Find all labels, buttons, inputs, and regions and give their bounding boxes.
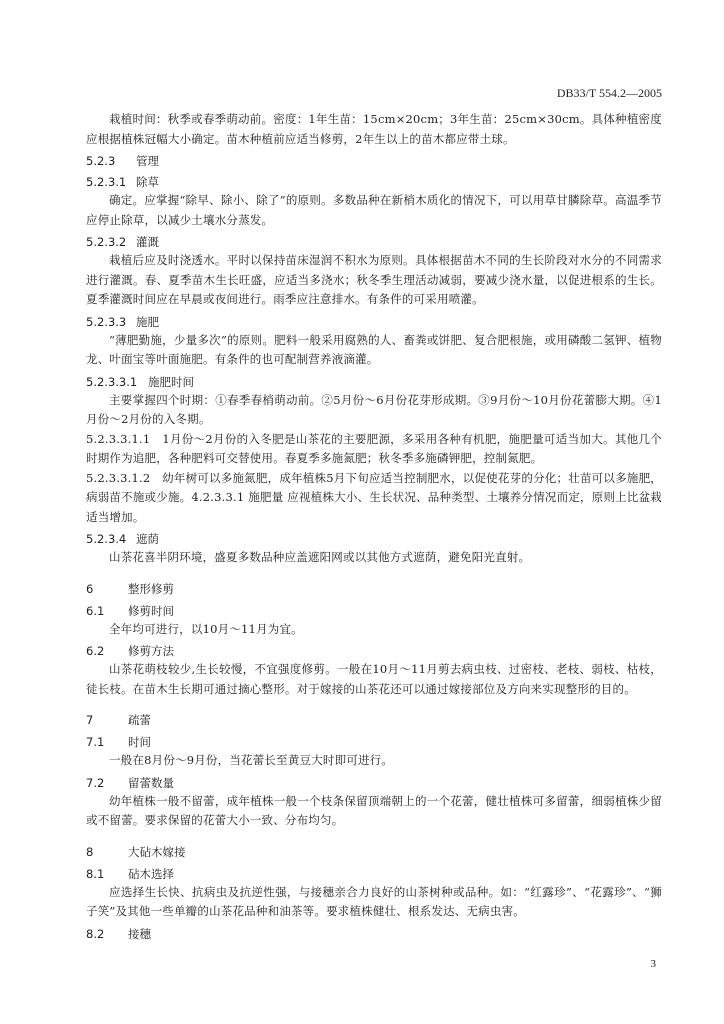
section-heading	[86, 173, 662, 191]
paragraph: 栽植后应及时浇透水。平时以保持苗床湿润不积水为原则。具体根据苗木不同的生长阶段对水分的不同需求进行灌溉。春、夏季苗木生长旺盛，应适当多浇水；秋冬季生理活动减弱，要减少浇水量，以促进根系的生长。夏季灌溉时间应在早晨或夜间进行。雨季应注意排水。有条件的可采用喷灌。	[86, 253, 662, 306]
section-title: 疏蕾	[128, 713, 151, 727]
section-heading	[86, 733, 662, 751]
section-title: 砧木选择	[128, 866, 174, 881]
page-number: 3	[650, 958, 656, 970]
section-heading	[86, 774, 662, 792]
section-heading	[86, 152, 662, 170]
paragraph: 5.2.3.3.1.2 幼年树可以多施氮肥，成年植株5月下旬应适当控制肥水，以促使花芽的分化；壮苗可以多施肥，病弱苗不施或少施。4.2.3.3.1 施肥量 应视植株大小、生长状况、品种类型、土壤养分情况而定，原则上比盆栽适当增加。	[86, 470, 662, 524]
document-body	[86, 110, 662, 943]
section-number: 5.2.3	[86, 154, 116, 168]
section-title: 修剪时间	[128, 603, 174, 618]
section-title: 留蕾数量	[128, 775, 174, 790]
section-number: 5.2.3.2	[86, 235, 127, 249]
section-number: 8	[86, 844, 94, 859]
section-title: 修剪方法	[128, 644, 174, 658]
section-number: 6	[86, 581, 94, 596]
paragraph: 山茶花喜半阴环境，盛夏多数品种应盖遮阳网或以其他方式遮荫，避免阳光直射。	[109, 550, 531, 564]
paragraph: 5.2.3.3.1.1 1月份～2月份的入冬肥是山茶花的主要肥源，多采用各种有机肥，施肥量可适当加大。其他几个时期作为追肥，各种肥料可交替使用。春夏季多施氮肥；秋冬季多施磷钾肥，控制氮肥。	[86, 431, 662, 465]
section-number: 5.2.3.4	[86, 532, 127, 546]
section-number: 6.2	[86, 644, 105, 658]
section-title: 大砧木嫁接	[128, 844, 186, 859]
section-heading	[86, 843, 662, 861]
section-number: 5.2.3.1	[86, 175, 127, 189]
section-title: 遮荫	[136, 532, 159, 546]
section-heading	[86, 580, 662, 598]
section-title: 施肥	[136, 314, 159, 329]
section-title: 灌溉	[136, 235, 159, 249]
paragraph: 主要掌握四个时期：①春季春梢萌动前。②5月份～6月份花芽形成期。③9月份～10月份花蕾膨大期。④1月份～2月份的入冬期。	[86, 392, 662, 426]
section-number: 6.1	[86, 603, 105, 618]
paragraph: 山茶花萌枝较少,生长较慢，不宜强度修剪。一般在10月～11月剪去病虫枝、过密枝、老枝、弱枝、枯枝，徒长枝。在苗木生长期可通过摘心整形。对于嫁接的山茶花还可以通过嫁接部位及方向来实现整形的目的。	[86, 662, 662, 696]
section-title: 时间	[128, 735, 151, 749]
section-heading	[86, 530, 662, 548]
section-number: 8.2	[86, 926, 105, 941]
document-code: DB33/T 554.2—2005	[556, 86, 662, 100]
section-number: 5.2.3.3.1	[86, 374, 138, 389]
section-title: 整形修剪	[128, 581, 174, 596]
section-number: 7.2	[86, 775, 105, 790]
section-heading	[86, 925, 662, 943]
section-title: 除草	[136, 175, 159, 189]
section-heading	[86, 233, 662, 251]
paragraph: 幼年植株一般不留蕾，成年植株一般一个枝条保留顶端朝上的一个花蕾，健壮植株可多留蕾，细弱植株少留或不留蕾。要求保留的花蕾大小一致、分布均匀。	[86, 793, 662, 827]
section-heading	[86, 373, 662, 391]
section-number: 7	[86, 713, 94, 727]
section-heading	[86, 313, 662, 331]
section-number: 5.2.3.3	[86, 314, 127, 329]
section-title: 施肥时间	[148, 374, 194, 389]
paragraph: 全年均可进行，以10月～11月为宜。	[109, 621, 303, 636]
section-heading	[86, 711, 662, 729]
paragraph: “薄肥勤施，少量多次”的原则。肥料一般采用腐熟的人、畜粪或饼肥、复合肥根施，或用磷酸二氢钾、植物龙、叶面宝等叶面施肥。有条件的也可配制营养液滴灌。	[86, 332, 662, 366]
section-heading	[86, 642, 662, 660]
paragraph: 一般在8月份～9月份，当花蕾长至黄豆大时即可进行。	[109, 753, 394, 767]
section-title: 管理	[136, 154, 159, 168]
section-heading	[86, 865, 662, 883]
section-title: 接穗	[128, 926, 151, 941]
section-number: 7.1	[86, 735, 105, 749]
paragraph: 栽植时间：秋季或春季萌动前。密度：1年生苗：15cm×20cm；3年生苗：25cm×30cm。具体种植密度应根据植株冠幅大小确定。苗木种植前应适当修剪，2年生以上的苗木都应带土球。	[86, 112, 662, 146]
paragraph: 应选择生长快、抗病虫及抗逆性强，与接穗亲合力良好的山茶树种或品种。如：“红露珍”、“花露珍”、“狮子笑”及其他一些单瓣的山茶花品种和油茶等。要求植株健壮、根系发达、无病虫害。	[86, 884, 662, 918]
section-heading	[86, 602, 662, 620]
section-number: 8.1	[86, 866, 105, 881]
paragraph: 确定。应掌握“除早、除小、除了”的原则。多数品种在新梢木质化的情况下，可以用草甘膦除草。高温季节应停止除草，以减少土壤水分蒸发。	[86, 193, 662, 227]
